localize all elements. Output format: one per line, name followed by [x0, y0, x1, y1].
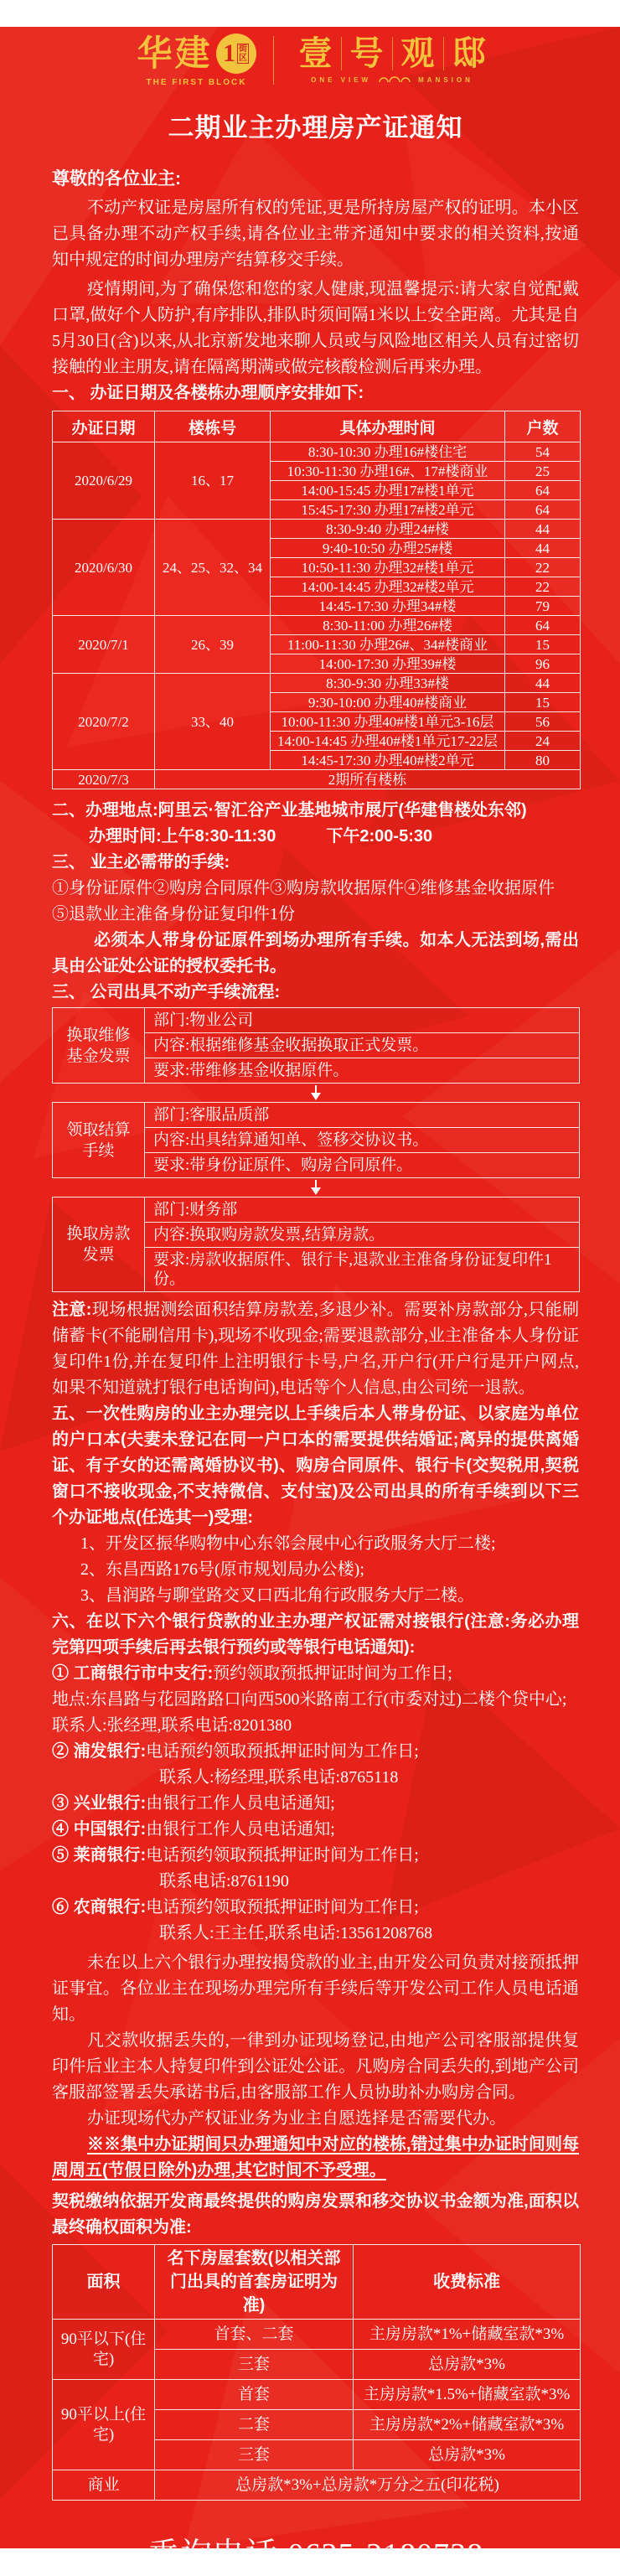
date-cell: 2020/7/1 — [53, 616, 155, 674]
fee-cell: 主房房款*2%+储藏室款*3% — [354, 2410, 581, 2440]
time-cell: 8:30-11:00 办理26#楼 — [271, 616, 505, 635]
logo-divider — [273, 36, 274, 85]
flow-step-label: 换取维修基金发票 — [53, 1008, 145, 1083]
project-en-right: MANSION — [418, 75, 473, 84]
count-cell: 三套 — [155, 2350, 354, 2380]
notice-poster — [0, 27, 620, 2573]
project-char: 壹 — [298, 34, 333, 72]
bank-spdb-contact: 联系人:杨经理,联系电话:8765118 — [159, 1768, 399, 1787]
count-cell: 64 — [505, 481, 581, 500]
lost-receipt-paragraph: 凡交款收据丢失的,一律到办证现场登记,由地产公司客服部提供复印件后业主本人持复印件到公证处公证。凡购房合同丢失的,到地产公司客服部签署丢失承诺书后,由客服部工作人员协助补办购房合同。 — [52, 2031, 579, 2102]
count-cell: 22 — [505, 558, 581, 577]
brand-badge-icon — [216, 34, 256, 74]
fee-cell: 主房房款*1.5%+储藏室款*3% — [354, 2380, 581, 2410]
date-cell: 2020/6/30 — [53, 520, 155, 616]
bank-name: 兴业银行: — [73, 1794, 147, 1813]
section2-location: 二、办理地点:阿里云·智汇谷产业基地城市展厅(华建售楼处东邻) — [52, 801, 527, 820]
bank-name: 中国银行: — [73, 1820, 147, 1839]
flow-content: 内容:出具结算通知单、签移交协议书。 — [145, 1127, 579, 1152]
column-header-count: 户数 — [505, 411, 581, 442]
count-cell: 首套、二套 — [155, 2320, 354, 2350]
column-header-building: 楼栋号 — [155, 411, 271, 442]
office-location-1: 1、开发区振华购物中心东邻会展中心行政服务大厅二楼; — [80, 1534, 496, 1553]
section2-hours: 办理时间:上午8:30-11:30 下午2:00-5:30 — [89, 827, 433, 846]
column-header-date: 办证日期 — [53, 411, 155, 442]
office-location-3: 3、昌润路与聊堂路交叉口西北角行政服务大厅二楼。 — [80, 1586, 474, 1605]
in-person-note: 必须本人带身份证原件到场办理所有手续。如本人无法到场,需出具由公证处公证的授权委托书。 — [52, 931, 579, 975]
office-location-2: 2、东昌西路176号(原市规划局办公楼); — [80, 1560, 364, 1579]
count-cell: 二套 — [155, 2410, 354, 2440]
contact-phone — [52, 2534, 579, 2576]
time-cell: 11:00-11:30 办理26#、34#楼商业 — [271, 635, 505, 654]
required-documents-line1: ①身份证原件②购房合同原件③购房款收据原件④维修基金收据原件 — [52, 879, 555, 897]
contact-phone-number: 0635-2180738 — [287, 2537, 484, 2573]
count-cell: 15 — [505, 693, 581, 712]
bank-item-rcb — [52, 1895, 579, 1921]
building-cell: 16、17 — [155, 442, 271, 520]
flow-requirement: 要求:带维修基金收据原件。 — [145, 1058, 579, 1083]
time-cell: 14:00-14:45 办理40#楼1单元17-22层 — [271, 732, 505, 751]
brand-name-en: THE FIRST BLOCK — [146, 78, 247, 87]
time-cell: 14:45-17:30 办理34#楼 — [271, 597, 505, 616]
other-banks-paragraph: 未在以上六个银行办理按揭贷款的业主,由开发公司负责对接预抵押证事宜。各位业主在现场办理完所有手续后等开发公司工作人员电话通知。 — [52, 1953, 579, 2024]
project-char: 观 — [392, 37, 443, 70]
schedule-header-row — [53, 411, 581, 442]
time-cell: 14:00-15:45 办理17#楼1单元 — [271, 481, 505, 500]
area-cell: 90平以下(住宅) — [53, 2320, 155, 2380]
brand-left — [137, 34, 256, 87]
salutation: 尊敬的各位业主: — [52, 169, 181, 189]
table-row — [53, 520, 581, 539]
column-header-time: 具体办理时间 — [271, 411, 505, 442]
count-cell: 15 — [505, 635, 581, 654]
bank-desc: 预约领取预抵押证时间为工作日; — [213, 1664, 452, 1683]
count-cell: 64 — [505, 500, 581, 520]
fee-cell: 总房款*3% — [354, 2350, 581, 2380]
count-cell: 44 — [505, 520, 581, 539]
all-buildings-cell: 2期所有楼栋 — [155, 770, 581, 789]
building-cell: 33、40 — [155, 674, 271, 770]
project-name-cn — [291, 34, 494, 72]
flow-step-label: 领取结算手续 — [53, 1103, 145, 1177]
deadline-warning: ※※集中办证期间只办理通知中对应的楼栋,错过集中办证时间则每周周五(节假日除外)办理,其它时间不予受理。 — [52, 2135, 579, 2180]
section4-heading: 三、 公司出具不动产手续流程: — [52, 983, 281, 1001]
intro-paragraph-1: 不动产权证是房屋所有权的凭证,更是所持房屋产权的证明。本小区已具备办理不动产权手续,请各位业主带齐通知中要求的相关资料,按通知中规定的时间办理房产结算移交手续。 — [52, 199, 579, 269]
table-row — [53, 2380, 581, 2410]
time-cell: 10:00-11:30 办理40#楼1单元3-16层 — [271, 712, 505, 732]
column-header-fee: 收费标准 — [354, 2245, 581, 2320]
bank-number: ⑥ — [52, 1898, 74, 1916]
down-arrow-icon — [52, 1178, 580, 1197]
schedule-table — [52, 411, 581, 789]
flow-content: 内容:根据维修基金收据换取正式发票。 — [145, 1032, 579, 1058]
count-cell: 首套 — [155, 2380, 354, 2410]
bank-desc: 电话预约领取预抵押证时间为工作日; — [146, 1742, 419, 1761]
time-cell: 10:50-11:30 办理32#楼1单元 — [271, 558, 505, 577]
project-char: 邸 — [443, 37, 494, 70]
flow-step-invoice — [52, 1197, 580, 1292]
count-cell: 三套 — [155, 2440, 354, 2470]
column-header-area: 面积 — [53, 2245, 155, 2320]
table-row — [53, 442, 581, 462]
bank-name: 农商银行: — [73, 1898, 147, 1916]
time-cell: 14:00-17:30 办理39#楼 — [271, 654, 505, 674]
down-arrow-icon — [52, 1084, 580, 1102]
flow-requirement: 要求:房款收据原件、银行卡,退款业主准备身份证复印件1份。 — [145, 1247, 579, 1291]
count-cell: 64 — [505, 616, 581, 635]
flow-requirement: 要求:带身份证原件、购房合同原件。 — [145, 1152, 579, 1177]
flow-step-settlement — [52, 1102, 580, 1178]
bank-number: ③ — [52, 1794, 74, 1813]
building-cell: 26、39 — [155, 616, 271, 674]
fee-cell: 主房房款*1%+储藏室款*3% — [354, 2320, 581, 2350]
count-cell: 96 — [505, 654, 581, 674]
badge-label-bottom: 区 — [239, 54, 247, 63]
table-row — [53, 2320, 581, 2350]
flow-dept: 部门:物业公司 — [153, 1011, 254, 1029]
bank-name: 工商银行市中支行: — [73, 1664, 214, 1683]
bank-number: ② — [52, 1742, 74, 1761]
brand-right — [291, 34, 494, 84]
project-en-left: ONE VIEW — [311, 75, 372, 84]
count-cell: 25 — [505, 462, 581, 481]
time-cell: 14:00-14:45 办理32#楼2单元 — [271, 577, 505, 597]
bank-rcb-contact: 联系人:王主任,联系电话:13561208768 — [159, 1924, 433, 1942]
date-cell: 2020/6/29 — [53, 442, 155, 520]
table-row — [53, 674, 581, 693]
tax-header-row — [53, 2245, 581, 2320]
required-documents-line2: ⑤退款业主准备身份证复印件1份 — [52, 905, 295, 923]
bank-desc: 电话预约领取预抵押证时间为工作日; — [146, 1846, 419, 1865]
bank-name: 浦发银行: — [73, 1742, 147, 1761]
time-cell: 8:30-10:30 办理16#楼住宅 — [271, 442, 505, 462]
cloud-ornament-icon — [378, 75, 411, 84]
time-cell: 10:30-11:30 办理16#、17#楼商业 — [271, 462, 505, 481]
bank-icbc-address: 地点:东昌路与花园路路口向西500米路南工行(市委对过)二楼个贷中心; — [52, 1690, 567, 1709]
bank-laishang-contact: 联系电话:8761190 — [159, 1872, 289, 1891]
count-cell: 80 — [505, 751, 581, 770]
bank-item-laishang — [52, 1843, 579, 1869]
payment-notice — [52, 1297, 579, 1401]
count-cell: 24 — [505, 732, 581, 751]
count-cell: 22 — [505, 577, 581, 597]
badge-number: 1 — [223, 39, 235, 67]
table-row — [53, 2470, 581, 2501]
time-cell: 15:45-17:30 办理17#楼2单元 — [271, 500, 505, 520]
section5-heading: 五、一次性购房的业主办理完以上手续后本人带身份证、以家庭为单位的户口本(夫妻未登记在同一户口本的需要提供结婚证;离异的提供离婚证、有子女的还需离婚协议书)、购房合同原件、银行卡(交契税用,契税窗口不接收现金,不支持微信、支付宝)及公司出具的所有手续到以下三个办证地点(任选其一)受理: — [52, 1404, 579, 1527]
badge-label-top: 街 — [239, 44, 247, 54]
time-cell: 8:30-9:30 办理33#楼 — [271, 674, 505, 693]
bank-name: 莱商银行: — [73, 1846, 147, 1865]
time-cell: 9:40-10:50 办理25#楼 — [271, 539, 505, 558]
intro-paragraph-2: 疫情期间,为了确保您和您的家人健康,现温馨提示:请大家自觉配戴口罩,做好个人防护,有序排队,排队时须间隔1米以上安全距离。尤其是自5月30日(含)以来,从北京新发地来聊人员或与风险地区相关人员有过密切接触的业主朋友,请在隔离期满或做完核酸检测后再来办理。 — [52, 280, 579, 376]
count-cell: 56 — [505, 712, 581, 732]
building-cell: 24、25、32、34 — [155, 520, 271, 616]
page-title: 二期业主办理房产证通知 — [168, 113, 463, 142]
count-cell: 79 — [505, 597, 581, 616]
bank-number: ① — [52, 1664, 74, 1683]
bank-number: ⑤ — [52, 1846, 74, 1865]
tax-intro: 契税缴纳依据开发商最终提供的购房发票和移交协议书金额为准,面积以最终确权面积为准: — [52, 2192, 579, 2237]
column-header-house-count: 名下房屋套数(以相关部门出具的首套房证明为准) — [155, 2245, 354, 2320]
bank-icbc-contact: 联系人:张经理,联系电话:8201380 — [52, 1716, 292, 1735]
notice-label: 注意: — [52, 1301, 92, 1319]
flow-dept: 部门:财务部 — [153, 1201, 238, 1218]
project-char: 号 — [341, 37, 392, 70]
time-cell: 14:45-17:30 办理40#楼2单元 — [271, 751, 505, 770]
flow-content: 内容:换取购房款发票,结算房款。 — [145, 1222, 579, 1247]
date-cell: 2020/7/2 — [53, 674, 155, 770]
date-cell: 2020/7/3 — [53, 770, 155, 789]
count-cell: 54 — [505, 442, 581, 462]
tax-table — [52, 2244, 581, 2501]
brand-name-cn: 华建 — [137, 34, 213, 73]
section3-heading: 三、 业主必需带的手续: — [52, 853, 230, 872]
flow-step-maintenance-fund — [52, 1007, 580, 1084]
flow-dept: 部门:客服品质部 — [153, 1106, 270, 1124]
bank-number: ④ — [52, 1820, 74, 1839]
fee-cell: 总房款*3%+总房款*万分之五(印花税) — [155, 2470, 581, 2501]
bank-item-spdb — [52, 1739, 579, 1765]
process-flowchart — [52, 1007, 579, 1292]
agency-service-paragraph: 办证现场代办产权证业务为业主自愿选择是否需要代办。 — [87, 2109, 506, 2128]
table-row — [53, 770, 581, 789]
bank-desc: 由银行工作人员电话通知; — [146, 1794, 335, 1813]
count-cell: 44 — [505, 539, 581, 558]
table-row — [53, 616, 581, 635]
brand-logo — [52, 27, 579, 94]
fee-cell: 总房款*3% — [354, 2440, 581, 2470]
bank-item-boc — [52, 1817, 579, 1843]
project-name-en — [311, 75, 473, 84]
bank-desc: 由银行工作人员电话通知; — [146, 1820, 335, 1839]
count-cell: 44 — [505, 674, 581, 693]
time-cell: 8:30-9:40 办理24#楼 — [271, 520, 505, 539]
contact-phone-label: 垂询电话: — [147, 2537, 288, 2573]
section6-heading: 六、在以下六个银行贷款的业主办理产权证需对接银行(注意:务必办理完第四项手续后再去银行预约或等银行电话通知): — [52, 1612, 579, 1657]
area-cell: 90平以上(住宅) — [53, 2380, 155, 2470]
area-cell: 商业 — [53, 2470, 155, 2501]
notice-text: 现场根据测绘面积结算房款差,多退少补。需要补房款部分,只能刷储蓄卡(不能刷信用卡),现场不收现金;需要退款部分,业主准备本人身份证复印件1份,并在复印件上注明银行卡号,户名,开户行(开户行是开户网点,如果不知道就打银行电话询问),电话等个人信息,由公司统一退款。 — [52, 1301, 579, 1397]
badge-label — [237, 44, 249, 64]
time-cell: 9:30-10:00 办理40#楼商业 — [271, 693, 505, 712]
section1-heading: 一、 办证日期及各楼栋办理顺序安排如下: — [52, 384, 364, 402]
flow-step-label: 换取房款发票 — [53, 1197, 145, 1291]
bank-desc: 电话预约领取预抵押证时间为工作日; — [146, 1898, 419, 1916]
bank-item-cib — [52, 1791, 579, 1817]
bank-item-icbc — [52, 1661, 579, 1687]
